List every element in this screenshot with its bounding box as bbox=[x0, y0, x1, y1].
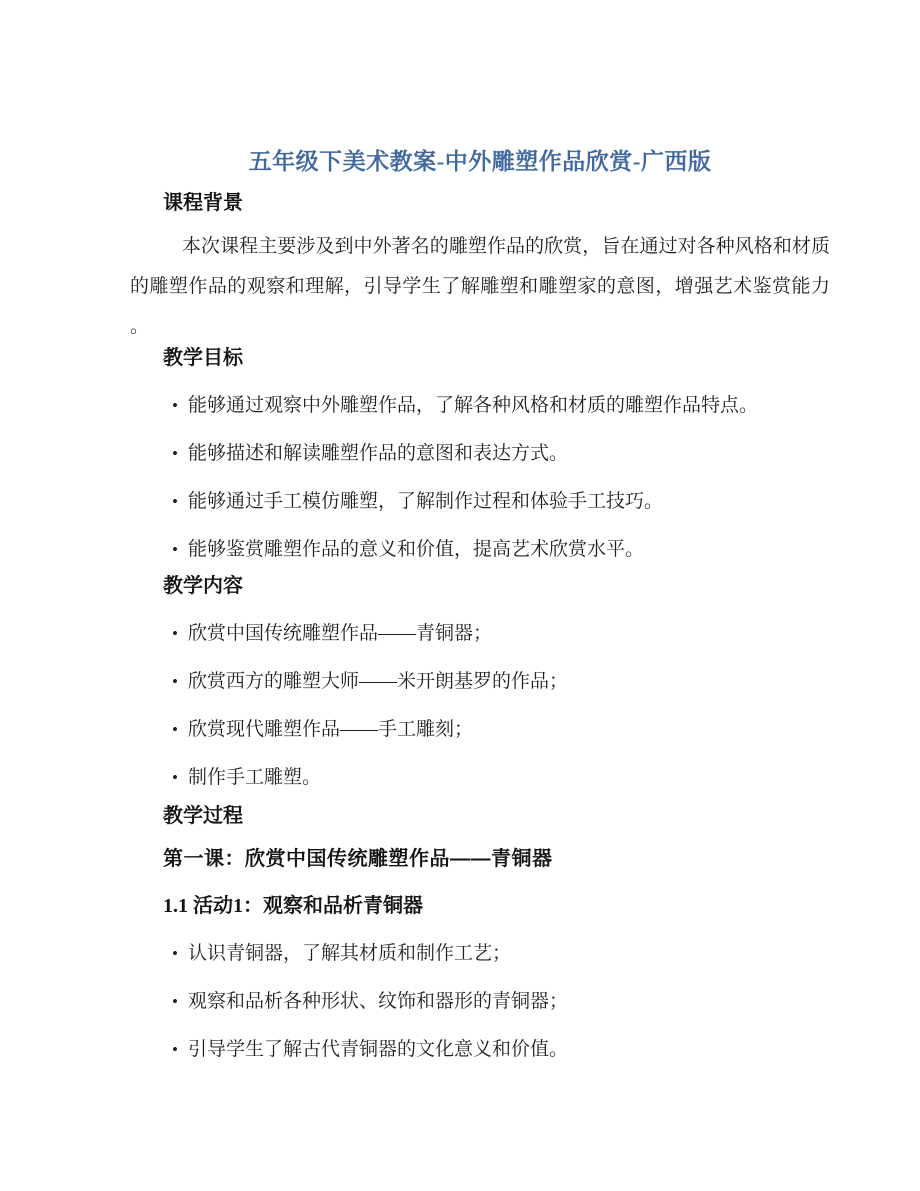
list-item-text: 能够描述和解读雕塑作品的意图和表达方式。 bbox=[188, 443, 569, 464]
list-item bbox=[130, 991, 830, 1013]
list-item-text: 欣赏现代雕塑作品——手工雕刻； bbox=[188, 719, 474, 740]
lesson1-activity-list bbox=[130, 943, 830, 1061]
list-item-text: 能够鉴赏雕塑作品的意义和价值，提高艺术欣赏水平。 bbox=[188, 539, 645, 560]
list-item bbox=[130, 491, 830, 513]
bullet-icon: • bbox=[172, 768, 178, 787]
list-item bbox=[130, 395, 830, 417]
list-item-text: 认识青铜器，了解其材质和制作工艺； bbox=[188, 943, 512, 964]
list-item bbox=[130, 623, 830, 645]
bullet-icon: • bbox=[172, 396, 178, 415]
bullet-icon: • bbox=[172, 720, 178, 739]
bullet-icon: • bbox=[172, 444, 178, 463]
list-item-text: 欣赏西方的雕塑大师——米开朗基罗的作品； bbox=[188, 671, 569, 692]
section-heading-teaching-process: 教学过程 bbox=[163, 805, 243, 827]
section-heading-teaching-goals: 教学目标 bbox=[163, 347, 243, 369]
list-item bbox=[130, 1039, 830, 1061]
list-item-text: 能够通过手工模仿雕塑，了解制作过程和体验手工技巧。 bbox=[188, 491, 664, 512]
bullet-icon: • bbox=[172, 540, 178, 559]
list-item bbox=[130, 943, 830, 965]
lesson1-activity-heading: 1.1 活动1：观察和品析青铜器 bbox=[163, 895, 423, 917]
list-item bbox=[130, 671, 830, 693]
document-title: 五年级下美术教案-中外雕塑作品欣赏-广西版 bbox=[248, 149, 712, 174]
list-item-text: 能够通过观察中外雕塑作品，了解各种风格和材质的雕塑作品特点。 bbox=[188, 395, 759, 416]
list-item bbox=[130, 719, 830, 741]
list-item bbox=[130, 539, 830, 561]
list-item-text: 引导学生了解古代青铜器的文化意义和价值。 bbox=[188, 1039, 569, 1060]
list-item bbox=[130, 767, 830, 789]
list-item bbox=[130, 443, 830, 465]
bullet-icon: • bbox=[172, 492, 178, 511]
teaching-content-list bbox=[130, 623, 830, 789]
bullet-icon: • bbox=[172, 992, 178, 1011]
list-item-text: 制作手工雕塑。 bbox=[188, 767, 322, 788]
bullet-icon: • bbox=[172, 1040, 178, 1059]
section-heading-course-background: 课程背景 bbox=[163, 192, 243, 214]
bullet-icon: • bbox=[172, 672, 178, 691]
lesson1-title: 第一课：欣赏中国传统雕塑作品——青铜器 bbox=[163, 848, 553, 870]
bullet-icon: • bbox=[172, 944, 178, 963]
bullet-icon: • bbox=[172, 624, 178, 643]
teaching-goals-list bbox=[130, 395, 830, 561]
list-item-text: 欣赏中国传统雕塑作品——青铜器； bbox=[188, 623, 493, 644]
course-background-paragraph: 本次课程主要涉及到中外著名的雕塑作品的欣赏，旨在通过对各种风格和材质的雕塑作品的观察和理解，引导学生了解雕塑和雕塑家的意图，增强艺术鉴赏能力。 bbox=[130, 236, 830, 337]
section-heading-teaching-content: 教学内容 bbox=[163, 575, 243, 597]
list-item-text: 观察和品析各种形状、纹饰和器形的青铜器； bbox=[188, 991, 569, 1012]
